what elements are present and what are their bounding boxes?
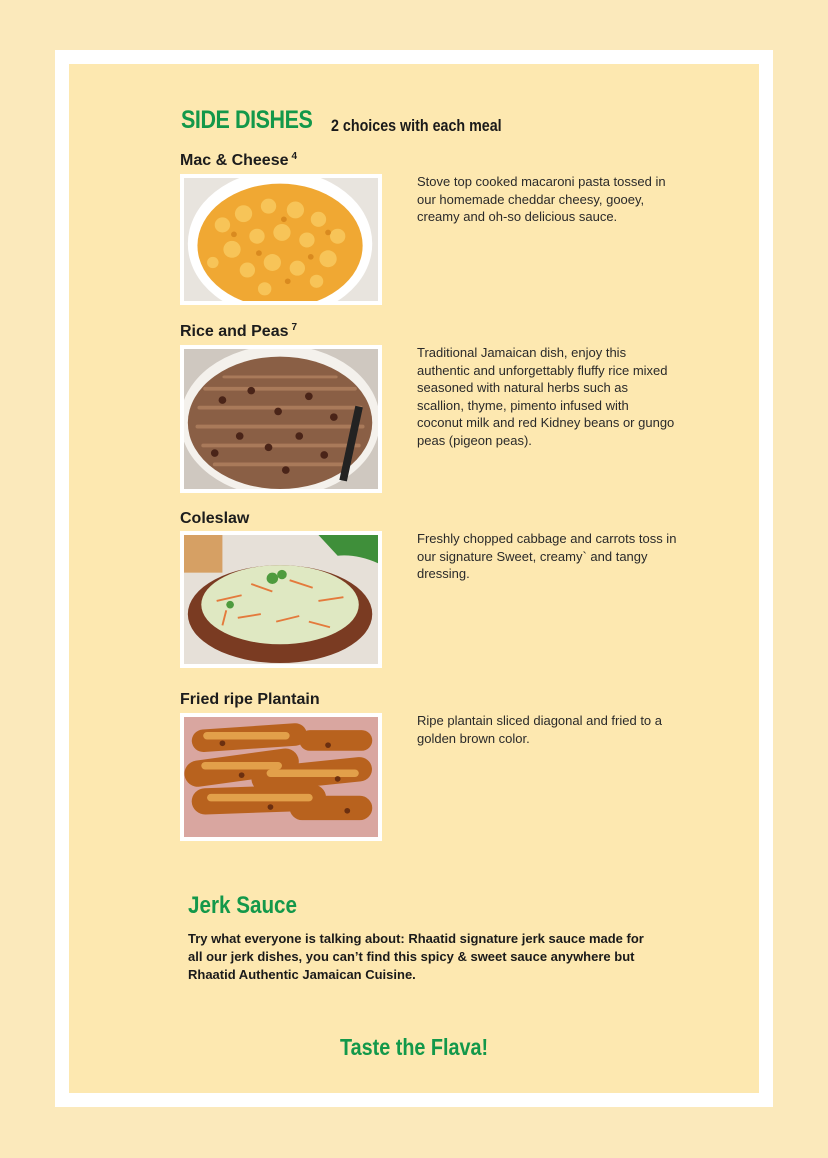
tagline: Taste the Flava! <box>339 1034 489 1060</box>
dish-description-fried-plantain: Ripe plantain sliced diagonal and fried to a golden brown color. <box>417 713 663 746</box>
dish-description-mac-and-cheese: Stove top cooked macaroni pasta tossed in our homemade cheddar cheesy, gooey, creamy and oh-so delicious sauce. <box>417 174 666 224</box>
fried-plantain-photo <box>180 713 382 841</box>
dish-name-fried-plantain: Fried ripe Plantain <box>180 691 320 708</box>
dish-description-rice-and-peas: Traditional Jamaican dish, enjoy this authentic and unforgettably fluffy rice mixed seasoned with natural herbs such as scallion, thyme, pimento infused with coconut milk and red Kidney beans or gungo peas (pigeon peas). <box>417 345 675 448</box>
rice-and-peas-photo <box>180 345 382 493</box>
dish-name-mac-and-cheese: Mac & Cheese $^4$ <box>180 151 298 169</box>
dish-note: 4 <box>291 151 298 162</box>
dish-name-coleslaw: Coleslaw <box>180 510 250 527</box>
jerk-sauce-description: Try what everyone is talking about: Rhaatid signature jerk sauce made for all our jerk dishes, you can’t find this spicy & sweet sauce anywhere but Rhaatid Authentic Jamaican Cuisine. <box>188 931 644 982</box>
mac-and-cheese-photo <box>180 174 382 305</box>
jerk-sauce-title: Jerk Sauce <box>188 892 298 919</box>
section-title: SIDE DISHES <box>181 106 313 134</box>
dish-name-rice-and-peas: Rice and Peas $^7$ <box>180 322 298 340</box>
menu-page <box>69 64 759 1093</box>
dish-note: 7 <box>291 322 298 333</box>
coleslaw-photo <box>180 531 382 668</box>
dish-description-coleslaw: Freshly chopped cabbage and carrots toss in our signature Sweet, creamy` and tangy dressing. <box>417 531 677 581</box>
section-subtitle: 2 choices with each meal <box>331 116 502 135</box>
